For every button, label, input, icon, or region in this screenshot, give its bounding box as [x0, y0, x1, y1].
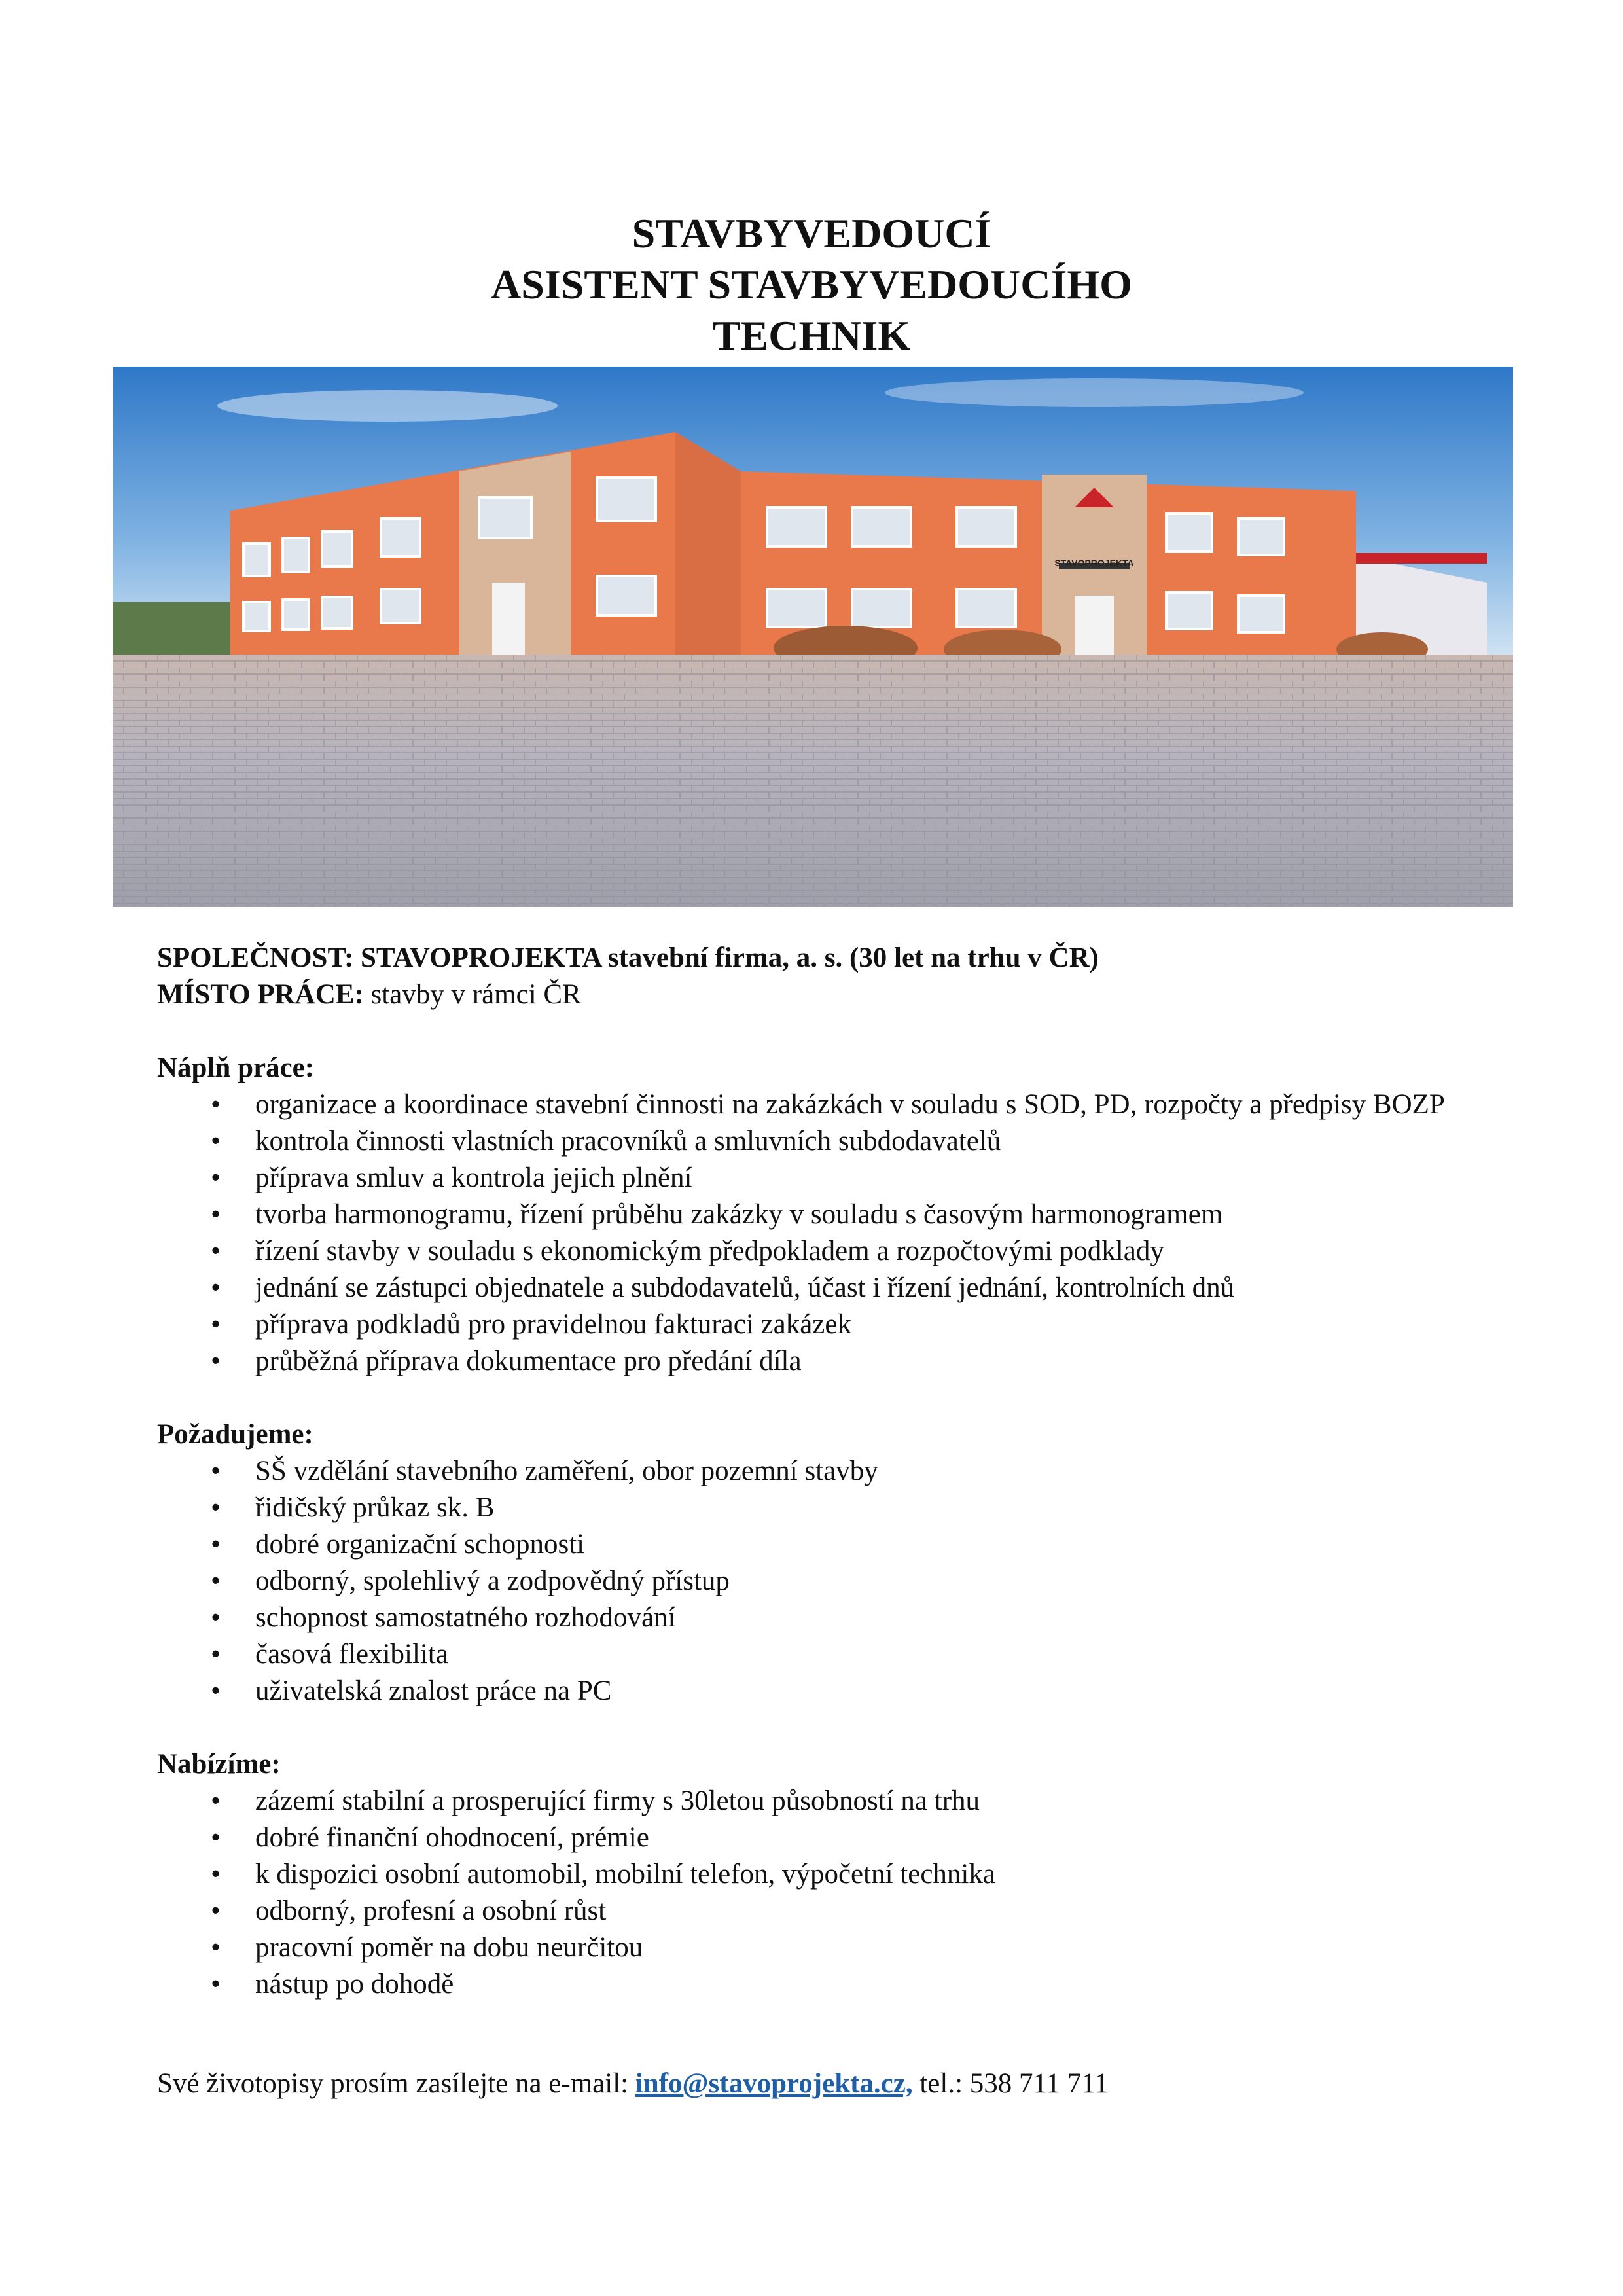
bullet: •: [211, 1566, 221, 1596]
bullet: •: [211, 1199, 221, 1230]
bullet: •: [211, 1456, 221, 1486]
list-item-text: příprava smluv a kontrola jejich plnění: [255, 1162, 692, 1193]
bullet: •: [211, 1162, 221, 1193]
job-title-assistant: ASISTENT STAVBYVEDOUCÍHO: [491, 261, 1132, 308]
location-value: stavby v rámci ČR: [370, 979, 581, 1010]
list-item: [157, 1233, 1531, 1270]
duties-list: [157, 1086, 1531, 1380]
list-item-text: zázemí stabilní a prosperující firmy s 30letou působností na trhu: [255, 1785, 980, 1816]
bullet: •: [211, 1969, 221, 2000]
building-sign: STAVOPROJEKTA: [1054, 558, 1134, 568]
list-item-text: SŠ vzdělání stavebního zaměření, obor pozemní stavby: [255, 1456, 878, 1486]
bullet: •: [211, 1785, 221, 1816]
list-item: [157, 1563, 1531, 1600]
list-item: [157, 1673, 1531, 1710]
bullet: •: [211, 1272, 221, 1303]
list-item-text: odborný, profesní a osobní růst: [255, 1895, 607, 1926]
list-item-text: nástup po dohodě: [255, 1969, 454, 2000]
list-item-text: příprava podkladů pro pravidelnou fakturaci zakázek: [255, 1309, 851, 1340]
list-item-text: řidičský průkaz sk. B: [255, 1492, 495, 1523]
list-item-text: časová flexibilita: [255, 1639, 448, 1670]
bullet: •: [211, 1602, 221, 1633]
list-item-text: kontrola činnosti vlastních pracovníků a smluvních subdodavatelů: [255, 1126, 1001, 1157]
email-link[interactable]: info@stavoprojekta.cz,: [635, 2068, 913, 2099]
requirements-list: [157, 1453, 1531, 1710]
list-item-text: jednání se zástupci objednatele a subdodavatelů, účast i řízení jednání, kontrolních dnů: [255, 1272, 1235, 1303]
duties-section: [157, 1050, 1531, 1380]
bullet: •: [211, 1346, 221, 1376]
requirements-title: Požadujeme:: [157, 1419, 313, 1450]
offer-section: [157, 1746, 1531, 2003]
bullet: •: [211, 1859, 221, 1890]
bullet: •: [211, 1529, 221, 1560]
requirements-section: [157, 1416, 1531, 1710]
list-item: [157, 1526, 1531, 1563]
list-item: [157, 1783, 1531, 1820]
contact-phone: tel.: 538 711 711: [912, 2068, 1109, 2099]
bullet: •: [211, 1895, 221, 1926]
list-item-text: organizace a koordinace stavební činnosti na zakázkách v souladu s SOD, PD, rozpočty a předpisy BOZP: [255, 1089, 1445, 1120]
location-label: MÍSTO PRÁCE:: [157, 979, 364, 1010]
list-item-text: uživatelská znalost práce na PC: [255, 1676, 612, 1706]
list-item: [157, 1270, 1531, 1306]
list-item: [157, 1600, 1531, 1636]
list-item: [157, 1636, 1531, 1673]
list-item: [157, 1453, 1531, 1490]
offer-title: Nabízíme:: [157, 1749, 281, 1780]
list-item-text: řízení stavby v souladu s ekonomickým předpokladem a rozpočtovými podklady: [255, 1236, 1164, 1266]
job-posting-body: [157, 940, 1531, 2102]
contact-line: [157, 2066, 1531, 2102]
list-item-text: k dispozici osobní automobil, mobilní telefon, výpočetní technika: [255, 1859, 995, 1890]
list-item: [157, 1856, 1531, 1893]
bullet: •: [211, 1236, 221, 1266]
duties-title: Náplň práce:: [157, 1052, 315, 1083]
list-item: [157, 1966, 1531, 2003]
company-label: SPOLEČNOST:: [157, 942, 354, 973]
bullet: •: [211, 1932, 221, 1963]
bullet: •: [211, 1639, 221, 1670]
bullet: •: [211, 1676, 221, 1706]
bullet: •: [211, 1822, 221, 1853]
list-item-text: dobré organizační schopnosti: [255, 1529, 585, 1560]
list-item: [157, 1929, 1531, 1966]
company-value: STAVOPROJEKTA stavební firma, a. s. (30 let na trhu v ČR): [361, 942, 1099, 973]
bullet: •: [211, 1126, 221, 1157]
list-item: [157, 1160, 1531, 1196]
bullet: •: [211, 1492, 221, 1523]
list-item-text: schopnost samostatného rozhodování: [255, 1602, 676, 1633]
list-item: [157, 1196, 1531, 1233]
contact-prefix: Své životopisy prosím zasílejte na e-mail:: [157, 2068, 635, 2099]
list-item: [157, 1893, 1531, 1929]
location-line: [157, 977, 1531, 1013]
list-item-text: dobré finanční ohodnocení, prémie: [255, 1822, 649, 1853]
list-item: [157, 1343, 1531, 1380]
list-item: [157, 1123, 1531, 1160]
offer-list: [157, 1783, 1531, 2003]
list-item-text: tvorba harmonogramu, řízení průběhu zakázky v souladu s časovým harmonogramem: [255, 1199, 1223, 1230]
list-item-text: pracovní poměr na dobu neurčitou: [255, 1932, 643, 1963]
company-building-photo: [113, 367, 1513, 907]
list-item-text: průběžná příprava dokumentace pro předání díla: [255, 1346, 802, 1376]
bullet: •: [211, 1309, 221, 1340]
list-item: [157, 1490, 1531, 1526]
job-title-site-manager: STAVBYVEDOUCÍ: [632, 210, 991, 257]
job-title-technician: TECHNIK: [712, 312, 911, 359]
list-item: [157, 1820, 1531, 1856]
list-item: [157, 1086, 1531, 1123]
list-item-text: odborný, spolehlivý a zodpovědný přístup: [255, 1566, 730, 1596]
list-item: [157, 1306, 1531, 1343]
company-line: [157, 940, 1531, 977]
bullet: •: [211, 1089, 221, 1120]
job-titles: [0, 208, 1623, 361]
